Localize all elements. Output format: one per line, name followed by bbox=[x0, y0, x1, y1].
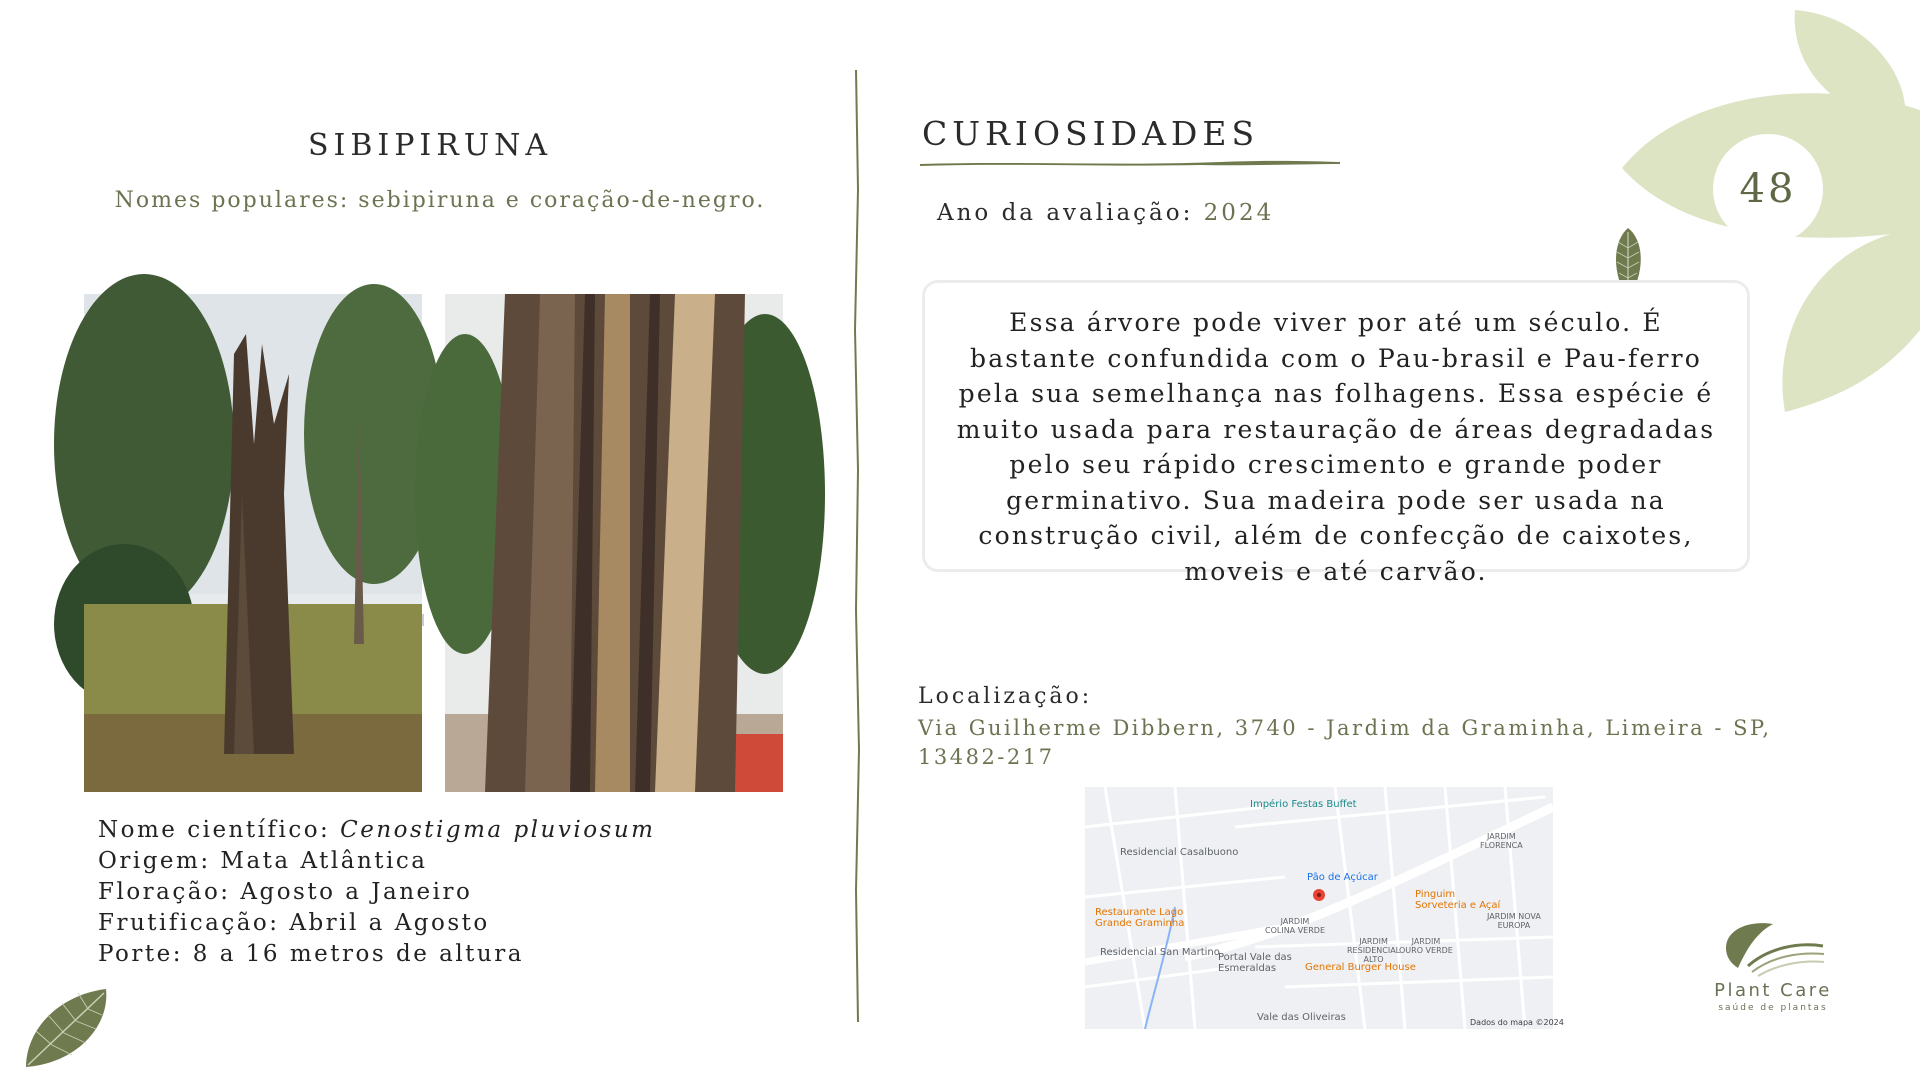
map-credit: Dados do mapa ©2024 bbox=[1470, 1018, 1564, 1027]
tree-photo bbox=[84, 294, 422, 792]
origin: Origem: Mata Atlântica bbox=[98, 848, 428, 874]
brand-tagline: saúde de plantas bbox=[1718, 1003, 1828, 1013]
plant-care-logo-icon bbox=[1718, 918, 1828, 978]
map-label-ouro-verde: JARDIM OURO VERDE bbox=[1399, 937, 1453, 955]
evaluation-year bbox=[937, 200, 1274, 226]
map-label-burger: General Burger House bbox=[1305, 962, 1416, 973]
vertical-divider bbox=[852, 70, 864, 1022]
map-label-oliveiras: Vale das Oliveiras bbox=[1257, 1012, 1346, 1023]
title-underline bbox=[920, 158, 1340, 168]
map-label-san-martino: Residencial San Martino bbox=[1100, 947, 1220, 958]
brand-name: Plant Care bbox=[1714, 980, 1832, 1001]
species-title: SIBIPIRUNA bbox=[307, 128, 553, 163]
map-label-pinguim: Pinguim Sorveteria e Açaí bbox=[1415, 889, 1501, 911]
fruiting: Frutificação: Abril a Agosto bbox=[98, 910, 490, 936]
tree-size: Porte: 8 a 16 metros de altura bbox=[98, 941, 524, 967]
map-label-florenca: JARDIM FLORENCA bbox=[1480, 832, 1523, 850]
location-map[interactable] bbox=[1085, 787, 1564, 1029]
year-value: 2024 bbox=[1203, 200, 1275, 226]
map-label-pao: Pão de Açúcar bbox=[1307, 872, 1378, 883]
location-address: Via Guilherme Dibbern, 3740 - Jardim da Graminha, Limeira - SP, 13482-217 bbox=[918, 716, 1772, 769]
map-label-residencial-alto: JARDIM RESIDENCIAL ALTO bbox=[1347, 937, 1401, 964]
leaf-icon-bottom-left bbox=[18, 985, 113, 1070]
flowering: Floração: Agosto a Janeiro bbox=[98, 879, 473, 905]
year-label: Ano da avaliação: bbox=[937, 200, 1204, 226]
map-label-colina: JARDIM COLINA VERDE bbox=[1265, 917, 1325, 935]
map-label-imperio: Império Festas Buffet bbox=[1250, 799, 1357, 810]
species-facts bbox=[98, 815, 655, 970]
curiosity-box: Essa árvore pode viver por até um século. É bastante confundida com o Pau-brasil e Pau-ferro pela sua semelhança nas folhagens. Essa espécie é muito usada para restauração de áreas degradadas pelo seu rápido crescimento e grande poder germinativo. Sua madeira pode ser usada na construção civil, além de confecção de caixotes, moveis e até carvão. bbox=[922, 280, 1750, 572]
map-label-casalbuono: Residencial Casalbuono bbox=[1120, 847, 1239, 858]
trunk-photo bbox=[445, 294, 783, 792]
scientific-name-label: Nome científico: bbox=[98, 817, 341, 843]
page-number: 48 bbox=[1713, 134, 1823, 244]
map-label-nova-europa: JARDIM NOVA EUROPA bbox=[1487, 912, 1541, 930]
scientific-name bbox=[98, 815, 655, 846]
location-label: Localização: bbox=[918, 684, 1093, 709]
map-label-lago: Restaurante Lago Grande Graminha bbox=[1095, 907, 1185, 929]
popular-names: Nomes populares: sebipiruna e coração-de-negro. bbox=[114, 188, 766, 213]
map-label-portal: Portal Vale das Esmeraldas bbox=[1218, 952, 1292, 974]
section-title: CURIOSIDADES bbox=[922, 114, 1260, 153]
scientific-name-value: Cenostigma pluviosum bbox=[340, 817, 656, 843]
